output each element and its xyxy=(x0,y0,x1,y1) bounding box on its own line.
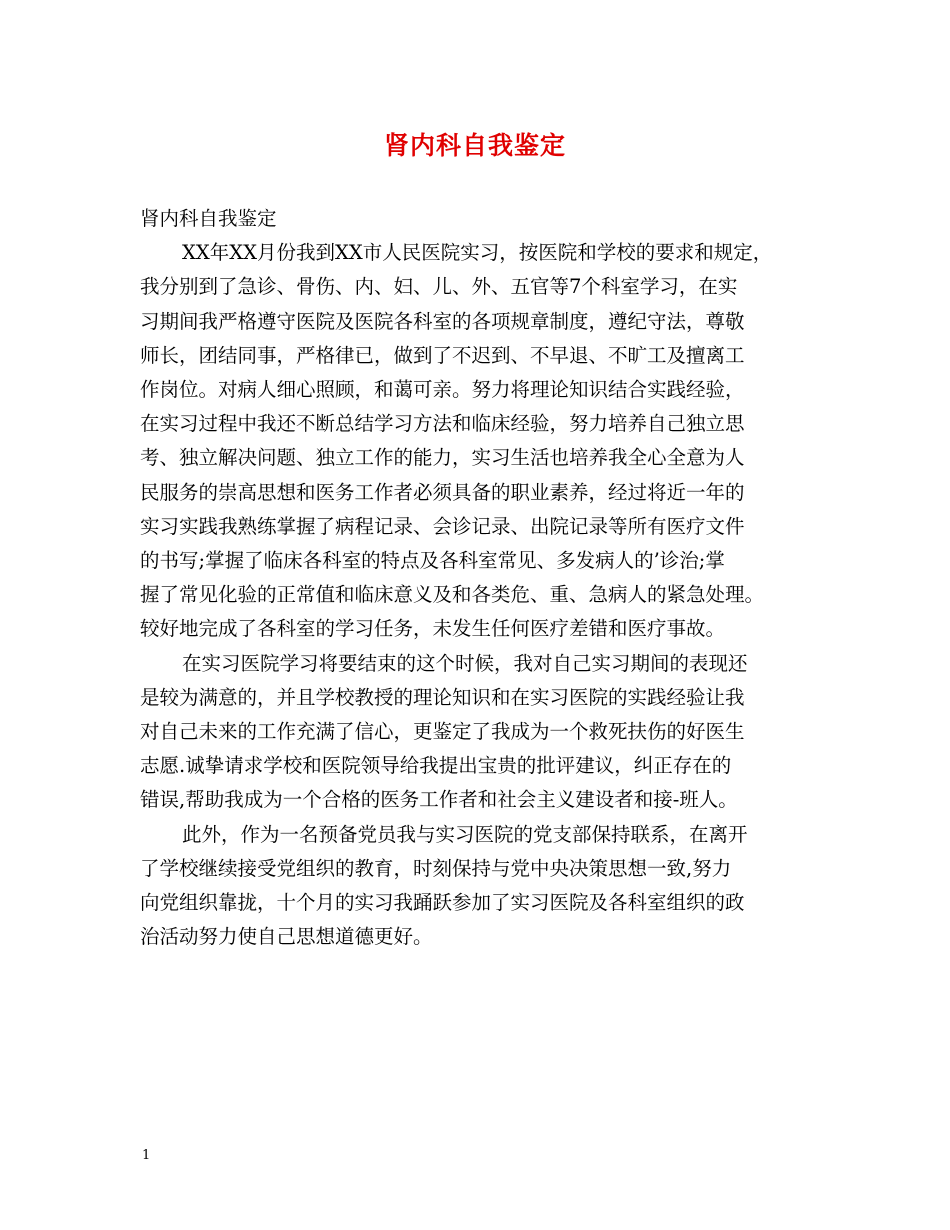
paragraph-line: 错误,帮助我成为一个合格的医务工作者和社会主义建设者和接-班人。 xyxy=(140,788,738,812)
paragraph-line: 作岗位。对病人细心照顾，和蔼可亲。努力将理论知识结合实践经验， xyxy=(140,378,745,402)
paragraph-line: 对自己未来的工作充满了信心，更鉴定了我成为一个救死扶伤的好医生 xyxy=(140,720,745,744)
paragraph xyxy=(140,647,830,818)
paragraph-line: 师长，团结同事，严格律已，做到了不迟到、不早退、不旷工及擅离工 xyxy=(140,343,745,367)
paragraph-line: 较好地完成了各科室的学习任务，未发生任何医疗差错和医疗事故。 xyxy=(140,617,726,641)
paragraph-line: 习期间我严格遵守医院及医院各科室的各项规章制度，遵纪守法，尊敬 xyxy=(140,309,745,333)
paragraph-line: 此外，作为一名预备党员我与实习医院的党支部保持联系，在离开 xyxy=(182,822,748,846)
paragraph xyxy=(140,818,830,955)
document-title: 肾内科自我鉴定 xyxy=(383,131,566,160)
page-number: 1 xyxy=(142,1148,151,1163)
paragraph-line: 是较为满意的，并且学校教授的理论知识和在实习医院的实践经验让我 xyxy=(140,685,745,709)
paragraph-line: 的书写;掌握了临床各科室的特点及各科室常见、多发病人的’诊治;掌 xyxy=(140,549,725,573)
paragraph-line: 志愿.诚挚请求学校和医院领导给我提出宝贵的批评建议，纠正存在的 xyxy=(140,754,732,778)
paragraph-line: 民服务的崇高思想和医务工作者必须具备的职业素养，经过将近一年的 xyxy=(140,480,745,504)
paragraph-line: 了学校继续接受党组织的教育，时刻保持与党中央决策思想一致,努力 xyxy=(140,856,732,880)
paragraph-line: 在实习过程中我还不断总结学习方法和临床经验，努力培养自己独立思 xyxy=(140,412,745,436)
paragraph-list xyxy=(140,236,830,954)
paragraph-line: XX年XX月份我到XX市人民医院实习，按医院和学校的要求和规定， xyxy=(182,241,773,265)
paragraph-line: 握了常见化验的正常值和临床意义及和各类危、重、急病人的紧急处理。 xyxy=(140,583,765,607)
document-body xyxy=(140,202,830,954)
paragraph-line: 向党组织靠拢，十个月的实习我踊跃参加了实习医院及各科室组织的政 xyxy=(140,891,745,915)
paragraph-line: 我分别到了急诊、骨伤、内、妇、儿、外、五官等7个科室学习，在实 xyxy=(140,275,738,299)
paragraph-line: 在实习医院学习将要结束的这个时候，我对自己实习期间的表现还 xyxy=(182,651,748,675)
document-subtitle: 肾内科自我鉴定 xyxy=(140,207,277,230)
paragraph xyxy=(140,236,830,646)
paragraph-line: 治活动努力使自己思想道德更好。 xyxy=(140,925,433,949)
paragraph-line: 考、独立解决问题、独立工作的能力，实习生活也培养我全心全意为人 xyxy=(140,446,745,470)
paragraph-line: 实习实践我熟练掌握了病程记录、会诊记录、出院记录等所有医疗文件 xyxy=(140,514,745,538)
